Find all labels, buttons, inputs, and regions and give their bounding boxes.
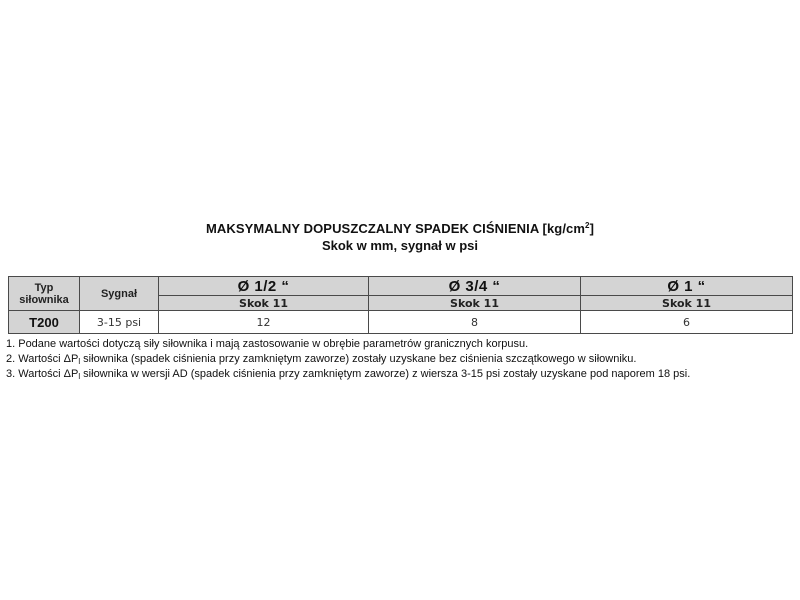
footnote-1: 1. Podane wartości dotyczą siły siłownika i mają zastosowanie w obrębie parametrów granicznych korpusu. <box>6 338 529 350</box>
row-actuator-type: T200 <box>9 311 80 334</box>
row-signal: 3-15 psi <box>80 311 159 334</box>
footnote-2-subscript: l <box>78 357 81 366</box>
table-row <box>9 311 793 334</box>
header-actuator-type-line1: Typ <box>34 281 54 294</box>
header-actuator-type-line2: siłownika <box>19 293 69 306</box>
title-block <box>0 220 800 255</box>
page-subtitle: Skok w mm, sygnał w psi <box>321 238 479 253</box>
header-signal: Sygnał <box>80 277 159 311</box>
header-size-half-inch: Ø 1/2 “ <box>159 277 369 296</box>
table-header-row <box>9 277 793 296</box>
footnote-2 <box>6 352 796 367</box>
header-size-one-inch: Ø 1 “ <box>581 277 793 296</box>
footnote-3 <box>6 367 796 382</box>
title-close-bracket: ] <box>589 221 595 236</box>
title-superscript: 2 <box>585 221 590 230</box>
row-value-one-inch: 6 <box>581 311 793 334</box>
row-value-three-quarter-inch: 8 <box>369 311 581 334</box>
pressure-drop-table <box>8 276 793 334</box>
page-title <box>0 220 800 237</box>
header-actuator-type <box>9 277 80 311</box>
header-size-three-quarter-inch: Ø 3/4 “ <box>369 277 581 296</box>
footnote-3-subscript: l <box>78 372 81 381</box>
footnote-3-rest: siłownika w wersji AD (spadek ciśnienia przy zamkniętym zaworze) z wiersza 3-15 psi zostały uzyskane pod naporem 18 psi. <box>80 368 691 380</box>
header-stroke-half-inch: Skok 11 <box>159 296 369 311</box>
header-stroke-three-quarter-inch: Skok 11 <box>369 296 581 311</box>
footnote-2-rest: siłownika (spadek ciśnienia przy zamkniętym zaworze) zostały uzyskane bez ciśnienia szczątkowego w siłowniku. <box>80 353 637 365</box>
header-stroke-one-inch: Skok 11 <box>581 296 793 311</box>
footnote-2-start: 2. Wartości ΔP <box>6 353 79 365</box>
title-text: MAKSYMALNY DOPUSZCZALNY SPADEK CIŚNIENIA [kg/cm <box>205 221 586 236</box>
footnote-3-start: 3. Wartości ΔP <box>6 368 79 380</box>
row-value-half-inch: 12 <box>159 311 369 334</box>
footnotes <box>6 337 796 382</box>
